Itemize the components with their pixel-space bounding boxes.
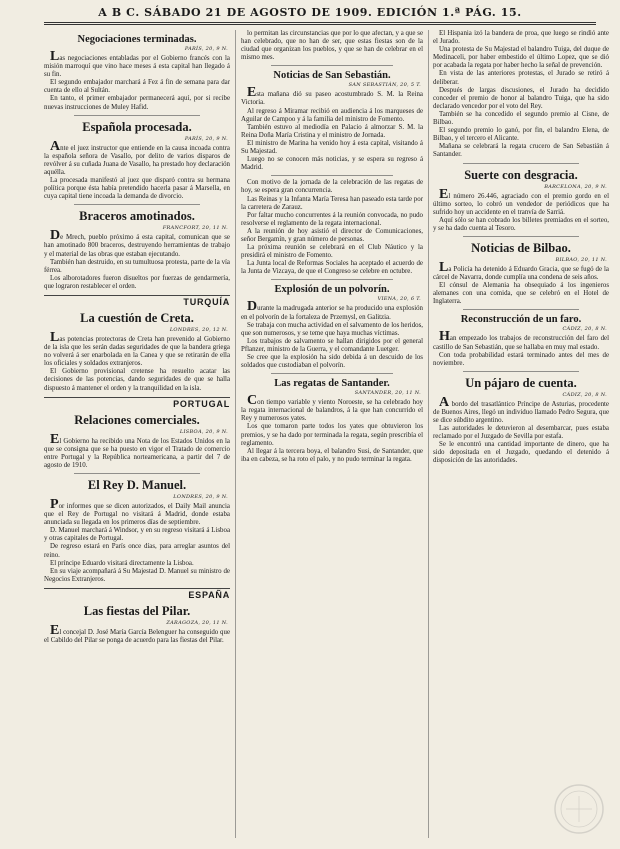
article-heading: Noticias de San Sebastián. (273, 70, 391, 82)
column-divider (235, 30, 236, 838)
archive-watermark-stamp (544, 779, 614, 839)
article-separator (74, 115, 200, 116)
masthead: A B C. SÁBADO 21 DE AGOSTO DE 1909. EDICIÓN 1.ª PÁG. 15. (98, 6, 522, 19)
column-divider (428, 30, 429, 838)
article-braceros-amotinados (44, 209, 230, 291)
article-un-pajaro-de-cuenta (433, 376, 609, 466)
article-negociaciones-terminadas (44, 34, 230, 112)
article-paragraph: Las negociaciones entabladas por el Gobierno francés con la misión marroquí que vino hace meses á esta capital han llegado á su fin. (44, 49, 230, 79)
article-paragraph: Mañana se celebrará la regata crucero de San Sebastián á Santander. (433, 143, 609, 159)
article-paragraph: Han empezado los trabajos de reconstrucción del faro del castillo de San Sebastián, que se hallaba en muy mal estado. (433, 329, 609, 351)
article-paragraph: Los que tomaron parte todos los yates que obtuvieron los premios, y se ha dado por terminada la regata, según prescribía el reglamento. (241, 423, 423, 447)
section-category: ESPAÑA (44, 588, 230, 600)
article-paragraph: Con motivo de la jornada de la celebración de las regatas de hoy, se espera gran concurrencia. (241, 179, 423, 195)
article-dateline: CÁDIZ, 20, 8 N. (562, 326, 607, 333)
article-heading: Braceros amotinados. (79, 209, 195, 224)
article-heading: Un pájaro de cuenta. (465, 375, 577, 390)
masthead-rule (44, 22, 596, 23)
article-paragraph: También se ha concedido el segundo premio al Cisne, de Bilbao. (433, 110, 609, 127)
article-dateline: CÁDIZ, 20, 8 N. (562, 391, 607, 398)
article-separator (463, 163, 579, 164)
column-3 (433, 30, 609, 838)
article-separator (463, 371, 579, 372)
article-relaciones-comerciales (44, 397, 230, 470)
article-dateline: PARÍS, 20, 9 N. (184, 46, 228, 52)
article-separator (463, 236, 579, 237)
article-heading: Noticias de Bilbao. (471, 240, 571, 255)
section-category: TURQUÍA (44, 295, 230, 307)
article-separator (271, 175, 393, 176)
article-paragraph: El cónsul de Alemania ha obsequiado á los ingenieros alemanes con una comida, que se celebró en el Hotel de Inglaterra. (433, 282, 609, 306)
column-2 (241, 30, 423, 838)
article-paragraph: Las potencias protectoras de Creta han prevenido al Gobierno de la isla que les serán dadas seguridades de que la bandera griega no volverá á ser enarbolada en la Canea y que se retirarán de ella los oficiales y soldados extranjeros. (44, 329, 230, 368)
article-heading: Explosión de un polvorín. (274, 284, 390, 296)
article-paragraph: Después de largas discusiones, el Jurado ha decidido conceder el premio de honor al balandro Tuiga, que ha sido declarado vencedor por el voto del Rey. (433, 86, 609, 110)
article-paragraph: Durante la madrugada anterior se ha producido una explosión en el polvorín de la fortaleza de Przemysl, en Galitzia. (241, 299, 423, 321)
article-paragraph: Al regreso á Miramar recibió en audiencia á los marqueses de Aguilar de Campoo y á la familia del ministro de Fomento. (241, 107, 423, 123)
article-dateline: BARCELONA, 20, 9 N. (544, 183, 607, 190)
article-heading: Reconstrucción de un faro. (460, 314, 582, 326)
article-noticias-de-san-sebastian (241, 70, 423, 172)
article-separator (271, 373, 393, 374)
article-dateline: SANTANDER, 20, 11 N. (354, 390, 421, 397)
article-las-fiestas-del-pilar (44, 588, 230, 645)
article-paragraph: La Junta local de Reformas Sociales ha aceptado el acuerdo de la Junta de Vizcaya, de que el Congreso se celebre en octubre. (241, 260, 423, 276)
section-category: PORTUGAL (44, 397, 230, 409)
article-heading: Negociaciones terminadas. (77, 34, 197, 45)
article-separator (74, 204, 200, 205)
article-paragraph: El Gobierno provisional cretense ha resuelto acatar las decisiones de las potencias, dando seguridades de que se halla dispuesto á mantener el orden y la tranquilidad en la isla. (44, 368, 230, 392)
article-paragraph: Los alborotadores fueron disueltos por fuerzas de gendarmería, que lograron restablecer el orden. (44, 274, 230, 290)
article-paragraph: Por informes que se dicen autorizados, el Daily Mail anuncia que el Rey de Portugal no visitará á Madrid, donde estaba anunciada su llegada en los primeros días de septiembre. (44, 497, 230, 527)
article-paragraph: A la reunión de hoy asistió el director de Comunicaciones, señor Bergamín, y gran número de personas. (241, 227, 423, 243)
article-paragraph: Se trabaja con mucha actividad en el salvamento de los heridos, que son numerosos, y se teme que haya muchas víctimas. (241, 321, 423, 337)
article-paragraph: Aquí sólo se han cobrado los billetes premiados en el sorteo, y se ha dado cuenta al Tesoro. (433, 216, 609, 232)
article-paragraph: Por faltar mucho concurrentes á la reunión convocada, no pudo resolverse el reglamento de la regata internacional. (241, 211, 423, 227)
article-dateline: PARÍS, 20, 9 N. (184, 135, 228, 142)
article-dateline: LONDRES, 20, 12 N. (169, 326, 228, 333)
article-paragraph: lo permitan las circunstancias que por lo que afectan, y a que se han celebrado, que no han de ser, que estas fiestas son de la ciudad que organizan los pueblos, y que se han de celebrar en el mismo mes. (241, 30, 423, 62)
article-dateline: VIENA, 20, 6 T. (377, 296, 421, 303)
article-heading: Las fiestas del Pilar. (83, 603, 191, 618)
article-heading: Relaciones comerciales. (74, 412, 200, 427)
column-1 (44, 30, 230, 838)
article-paragraph: Una protesta de Su Majestad el balandro Tuiga, del duque de Medinaceli, por haber embestido el último Lopez, que se dió por acabada la regata por haber hecho la señal de prevención. (433, 46, 609, 70)
article-paragraph: El Gobierno ha recibido una Nota de los Estados Unidos en la que se consigna que se ha puesto en vigor el Tratado de comercio entre Portugal y la República norteamericana, a partir del 7 de agosto de 1910. (44, 431, 230, 469)
article-separator (271, 279, 393, 280)
article-paragraph: El número 26.446, agraciado con el premio gordo en el último sorteo, lo cobró un vendedor de periódicos que ha sufrido hoy un accidente en el tranvía de Sarriá. (433, 186, 609, 216)
article-paragraph: Se cree que la explosión ha sido debida á un descuido de los soldados que custodiaban el polvorín. (241, 354, 423, 370)
article-paragraph: De regreso estará en París once días, para arreglar asuntos del reino. (44, 543, 230, 559)
article-paragraph: Con tiempo variable y viento Noroeste, se ha celebrado hoy la regata internacional de balandros, á la que han concurrido el Rey y numerosos yates. (241, 393, 423, 423)
article-espanola-procesada (44, 120, 230, 202)
article-col2-continued-2 (241, 179, 423, 276)
article-paragraph: De Mrech, pueblo próximo á esta capital, comunican que se han amotinado 800 braceros, destruyendo herramientas de trabajo y el material de las obras que estaban ejecutando. (44, 228, 230, 258)
article-paragraph: D. Manuel marchará á Windsor, y en su regreso visitará á Lisboa y otras capitales de Portugal. (44, 527, 230, 543)
article-heading: El Rey D. Manuel. (87, 478, 187, 492)
article-noticias-de-bilbao (433, 241, 609, 306)
article-paragraph: Las autoridades le detuvieron al desembarcar, pues estaba reclamado por el Juzgado de Sevilla por estafa. (433, 425, 609, 441)
masthead-rule-2 (44, 24, 596, 25)
article-paragraph: La procesada manifestó al juez que disparó contra su hermana política porque ésta había pretendido hacerla pasar á Marsella, en cuya capital tiene incoada la demanda de divorcio. (44, 177, 230, 201)
article-paragraph: El concejal D. José María García Belenguer ha conseguido que el Cabildo del Pilar se ponga de acuerdo para las fiestas del Pilar. (44, 622, 230, 645)
article-paragraph: En su viaje acompañará á Su Majestad D. Manuel su ministro de Negocios Extranjeros. (44, 567, 230, 583)
article-paragraph: La próxima reunión se celebrará en el Club Náutico y la presidirá el ministro de Fomento. (241, 244, 423, 260)
article-el-rey-d-manuel (44, 478, 230, 584)
article-heading: La cuestión de Creta. (80, 310, 194, 325)
article-paragraph: El segundo premio lo ganó, por fin, el balandro Elena, de Bilbao, y el tercero el Alicante. (433, 127, 609, 143)
article-paragraph: En tanto, el primer embajador permanecerá aquí, por si recibe nuevas instrucciones de Muley Hafid. (44, 95, 230, 111)
article-dateline: LISBOA, 20, 9 N. (179, 428, 228, 435)
article-heading: Suerte con desgracia. (464, 167, 578, 182)
article-dateline: BILBAO, 20, 11 N. (555, 256, 607, 263)
article-paragraph: La Policía ha detenido á Eduardo Gracia, que se fugó de la cárcel de Navarra, donde cumplía una condena de seis años. (433, 259, 609, 282)
article-col3-continued-0 (433, 30, 609, 160)
article-las-regatas-de-santander (241, 378, 423, 464)
article-paragraph: Con toda probabilidad estará terminado antes del mes de noviembre. (433, 351, 609, 367)
article-separator (463, 309, 579, 310)
article-dateline: SAN SEBASTIÁN, 20, 5 T. (348, 82, 421, 89)
article-dateline: FRANCFORT, 20, 11 N. (162, 225, 228, 232)
article-paragraph: A bordo del trasatlántico Príncipe de Asturias, procedente de Buenos Aires, llegó un individuo llamado Pedro Segura, que se dice súbdito argentino. (433, 394, 609, 424)
article-dateline: ZARAGOZA, 20, 11 N. (166, 619, 228, 626)
article-separator (74, 473, 200, 474)
article-dateline: LONDRES, 20, 9 N. (173, 494, 228, 500)
article-paragraph: Se le encontró una cantidad importante de dinero, que ha sido depositada en el Juzgado, quedando el detenido á disposición de las autoridades. (433, 441, 609, 465)
article-paragraph: Las Reinas y la Infanta María Teresa han paseado esta tarde por la carretera de Zarauz. (241, 195, 423, 211)
article-suerte-con-desgracia (433, 168, 609, 233)
article-paragraph: Ante el juez instructor que entiende en la causa incoada contra la española señora de Vasallo, por delito de varios disparos de revólver á su cuñada Juana de Vasallo, ha prestado hoy declaración aquélla. (44, 138, 230, 176)
article-paragraph: También estuvo al mediodía en Palacio á almorzar S. M. la Reina Doña María Cristina y el ministro de Jornada. (241, 123, 423, 139)
article-heading: Las regatas de Santander. (274, 378, 390, 390)
article-paragraph: Luego no se conocen más noticias, y se espera su regreso á Madrid. (241, 156, 423, 172)
article-paragraph: También han destruido, en su tumultuosa protesta, parte de la vía férrea. (44, 258, 230, 274)
article-paragraph: El príncipe Eduardo visitará directamente la Lisboa. (50, 559, 194, 567)
article-paragraph: Al llegar á la tercera boya, el balandro Susi, de Santander, que iba en cabeza, se ha roto el palo, y no pudo terminar la regata. (241, 447, 423, 463)
article-explosion-de-un-polvorin (241, 284, 423, 370)
article-paragraph: En vista de las anteriores protestas, el Jurado se retiró á deliberar. (433, 70, 609, 86)
article-paragraph: El ministro de Marina ha venido hoy á esta capital, visitando á Su Majestad. (241, 139, 423, 156)
article-reconstruccion-de-un-faro (433, 314, 609, 367)
article-paragraph: Los trabajos de salvamento se hallan dirigidos por el general Pflanzer, ministro de la Guerra, y el comandante Luetger. (241, 337, 423, 353)
article-paragraph: Esta mañana dió su paseo acostumbrado S. M. la Reina Victoria. (241, 85, 423, 107)
article-paragraph: El segundo embajador marchará á Fez á fin de semana para dar cuenta de ello al Sultán. (44, 79, 230, 95)
article-col2-continued-0 (241, 30, 423, 62)
article-la-cuestion-de-creta (44, 295, 230, 393)
article-heading: Española procesada. (82, 119, 192, 134)
article-paragraph: El Hispania izó la bandera de proa, que luego se rindió ante el Jurado. (433, 30, 609, 46)
article-separator (271, 65, 393, 66)
